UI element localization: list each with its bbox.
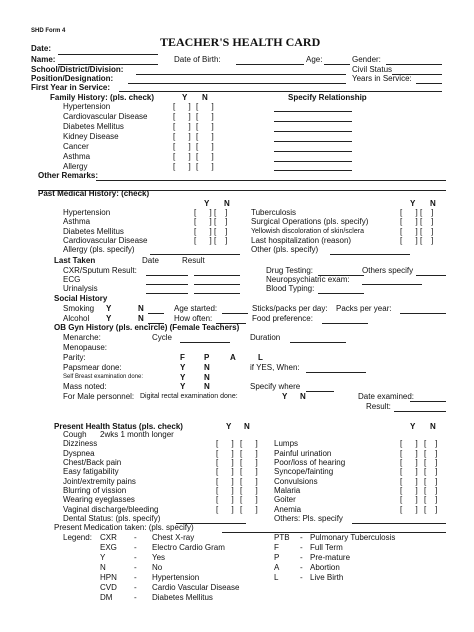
symptom-checkbox-y[interactable]: [ ]	[400, 505, 418, 514]
breast-exam-y[interactable]: Y	[180, 373, 186, 382]
cycle-line[interactable]	[180, 342, 230, 343]
food-pref-label: Food preference:	[252, 314, 313, 323]
symptom-checkbox-n[interactable]: [ ]	[240, 486, 258, 495]
legend-meaning: Pulmonary Tuberculosis	[310, 533, 396, 542]
mass-noted-label: Mass noted:	[63, 382, 107, 391]
symptom-item: Joint/extremity pains	[63, 477, 136, 486]
years-label: Years in Service:	[352, 74, 412, 83]
legend-abbr: N	[100, 563, 106, 572]
symptom-item-right: Syncope/fainting	[274, 467, 334, 476]
first-year-line[interactable]	[119, 91, 442, 92]
legend-dash: -	[134, 563, 137, 572]
pmh-other: Other (pls. specify)	[251, 245, 319, 254]
menopause-label: Menopause:	[63, 343, 108, 352]
pmh-title: Past Medical History: (check)	[38, 189, 150, 198]
years-line[interactable]	[416, 83, 442, 84]
packs-label: Packs per year:	[336, 304, 392, 313]
legend-dash: -	[134, 533, 137, 542]
legend-dash: -	[300, 533, 303, 542]
legend-dash: -	[300, 553, 303, 562]
symptom-item-right: Painful urination	[274, 449, 332, 458]
legend-meaning: Full Term	[310, 543, 343, 552]
lab-item: Urinalysis	[63, 284, 98, 293]
family-item: Asthma	[63, 152, 91, 161]
smoking-line[interactable]	[148, 313, 164, 314]
legend-abbr: CVD	[100, 583, 117, 592]
symptom-checkbox-n[interactable]: [ ]	[424, 467, 438, 476]
symptom-checkbox-y[interactable]: [ ]	[216, 495, 234, 504]
school-line[interactable]	[136, 74, 346, 75]
pmh-item-right: Tuberculosis	[251, 208, 297, 217]
symptom-checkbox-n[interactable]: [ ]	[424, 458, 438, 467]
family-y-header: Y	[182, 93, 188, 102]
gender-label: Gender:	[352, 55, 381, 64]
lab-date-line[interactable]	[146, 293, 188, 294]
relationship-line[interactable]	[274, 170, 352, 171]
food-pref-line[interactable]	[322, 323, 368, 324]
neuro-exam-line[interactable]	[362, 284, 422, 285]
parity-a[interactable]: A	[230, 353, 236, 362]
legend-meaning: Yes	[152, 553, 166, 562]
lab-item: ECG	[63, 275, 81, 284]
dre-label: Digital rectal examination done:	[140, 393, 238, 400]
parity-p[interactable]: P	[204, 353, 210, 362]
relationship-line[interactable]	[274, 141, 352, 142]
symptom-checkbox-y[interactable]: [ ]	[216, 449, 234, 458]
legend-abbr: HPN	[100, 573, 117, 582]
cough-label: Cough	[63, 430, 87, 439]
page-title: TEACHER'S HEALTH CARD	[160, 35, 321, 49]
symptom-checkbox-n[interactable]: [ ]	[424, 449, 438, 458]
alcohol-label: Alcohol	[63, 314, 90, 323]
family-checkbox-y[interactable]: [ ]	[173, 102, 191, 111]
others-specify-label: Others specify	[362, 266, 414, 275]
present-y-header-right: Y	[410, 422, 416, 431]
pmh-allergy-line[interactable]	[150, 254, 240, 255]
legend-abbr: Y	[100, 553, 106, 562]
symptom-checkbox-n[interactable]: [ ]	[424, 495, 438, 504]
lab-result-line[interactable]	[194, 293, 240, 294]
age-label: Age:	[306, 55, 323, 64]
symptom-checkbox-n[interactable]: [ ]	[240, 439, 258, 448]
pmh-checkbox-n[interactable]: [ ]	[214, 227, 228, 236]
symptom-checkbox-n[interactable]: [ ]	[424, 505, 438, 514]
dre-result-label: Result:	[366, 402, 391, 411]
labs-result-header: Result	[182, 256, 205, 265]
symptom-checkbox-y[interactable]: [ ]	[400, 458, 418, 467]
pmh-item: Cardiovascular Disease	[63, 236, 148, 245]
papsmear-y[interactable]: Y	[180, 363, 186, 372]
pmh-item-right: Yellowish discoloration of skin/sclera	[251, 228, 364, 235]
family-checkbox-n[interactable]: [ ]	[196, 112, 214, 121]
relationship-line[interactable]	[274, 131, 352, 132]
other-remarks-label: Other Remarks:	[38, 171, 99, 180]
alcohol-n[interactable]: N	[138, 314, 144, 323]
family-checkbox-y[interactable]: [ ]	[173, 152, 191, 161]
symptom-checkbox-n[interactable]: [ ]	[424, 486, 438, 495]
menarche-label: Menarche:	[63, 333, 101, 342]
family-checkbox-n[interactable]: [ ]	[196, 122, 214, 131]
pmh-checkbox-n[interactable]: [ ]	[420, 227, 434, 236]
smoking-n[interactable]: N	[138, 304, 144, 313]
symptom-item: Dizziness	[63, 439, 98, 448]
relationship-line[interactable]	[274, 121, 352, 122]
smoking-y[interactable]: Y	[106, 304, 112, 313]
lab-date-line[interactable]	[146, 275, 188, 276]
family-checkbox-y[interactable]: [ ]	[173, 112, 191, 121]
symptom-checkbox-y[interactable]: [ ]	[400, 467, 418, 476]
lab-item: CXR/Sputum Result:	[63, 266, 137, 275]
symptom-checkbox-n[interactable]: [ ]	[240, 449, 258, 458]
parity-l[interactable]: L	[258, 353, 263, 362]
legend-meaning: Chest X-ray	[152, 533, 195, 542]
symptom-checkbox-y[interactable]: [ ]	[400, 439, 418, 448]
family-checkbox-n[interactable]: [ ]	[196, 132, 214, 141]
papsmear-label: Papsmear done:	[63, 363, 122, 372]
papsmear-n[interactable]: N	[204, 363, 210, 372]
if-yes-line[interactable]	[306, 372, 366, 373]
legend-abbr: PTB	[274, 533, 290, 542]
symptom-item-right: Goiter	[274, 495, 296, 504]
specify-where-line[interactable]	[306, 391, 334, 392]
symptom-checkbox-y[interactable]: [ ]	[400, 495, 418, 504]
symptom-checkbox-n[interactable]: [ ]	[240, 477, 258, 486]
family-checkbox-n[interactable]: [ ]	[196, 142, 214, 151]
symptom-item: Vaginal discharge/bleeding	[63, 505, 159, 514]
symptom-checkbox-y[interactable]: [ ]	[400, 449, 418, 458]
last-taken-title: Last Taken	[54, 256, 96, 265]
civil-status-label: Civil Status	[352, 65, 393, 74]
sticks-label: Sticks/packs per day:	[252, 304, 328, 313]
relationship-line[interactable]	[274, 151, 352, 152]
dob-label: Date of Birth:	[174, 55, 221, 64]
symptom-checkbox-n[interactable]: [ ]	[240, 495, 258, 504]
legend-dash: -	[134, 593, 137, 602]
family-checkbox-n[interactable]: [ ]	[196, 162, 214, 171]
duration-line[interactable]	[290, 342, 346, 343]
legend-abbr: L	[274, 573, 279, 582]
other-remarks-line[interactable]	[96, 180, 446, 181]
family-item: Cancer	[63, 142, 89, 151]
pmh-n-header-right: N	[430, 199, 436, 208]
packs-line[interactable]	[400, 313, 446, 314]
social-history-title: Social History	[54, 294, 108, 303]
family-checkbox-n[interactable]: [ ]	[196, 102, 214, 111]
legend-meaning: Cardio Vascular Disease	[152, 583, 240, 592]
relationship-line[interactable]	[274, 111, 352, 112]
legend-meaning: Diabetes Mellitus	[152, 593, 213, 602]
family-n-header: N	[202, 93, 208, 102]
symptom-checkbox-y[interactable]: [ ]	[216, 505, 234, 514]
pmh-n-header: N	[224, 199, 230, 208]
pmh-item: Diabetes Mellitus	[63, 227, 124, 236]
date-examined-line[interactable]	[410, 401, 446, 402]
duration-label: Duration	[250, 333, 281, 342]
pmh-checkbox-n[interactable]: [ ]	[214, 236, 228, 245]
symptom-checkbox-y[interactable]: [ ]	[216, 477, 234, 486]
family-item: Cardiovascular Disease	[63, 112, 148, 121]
legend-dash: -	[134, 543, 137, 552]
symptom-item-right: Malaria	[274, 486, 301, 495]
family-checkbox-y[interactable]: [ ]	[173, 142, 191, 151]
symptom-checkbox-y[interactable]: [ ]	[216, 439, 234, 448]
dental-status-label: Dental Status: (pls. specify)	[63, 514, 161, 523]
drug-testing-label: Drug Testing:	[266, 266, 313, 275]
pmh-other-line[interactable]	[330, 254, 410, 255]
relationship-line[interactable]	[274, 161, 352, 162]
medication-label: Present Medication taken: (pls. specify)	[54, 523, 194, 532]
alcohol-y[interactable]: Y	[106, 314, 112, 323]
family-item: Kidney Disease	[63, 132, 119, 141]
symptom-checkbox-n[interactable]: [ ]	[424, 439, 438, 448]
legend-abbr: A	[274, 563, 280, 572]
pmh-checkbox-y[interactable]: [ ]	[400, 227, 418, 236]
family-checkbox-y[interactable]: [ ]	[173, 162, 191, 171]
pmh-checkbox-y[interactable]: [ ]	[194, 208, 212, 217]
symptom-checkbox-y[interactable]: [ ]	[216, 458, 234, 467]
pmh-checkbox-n[interactable]: [ ]	[420, 217, 434, 226]
symptom-item-right: Convulsions	[274, 477, 318, 486]
symptom-checkbox-n[interactable]: [ ]	[240, 505, 258, 514]
cycle-label: Cycle	[152, 333, 173, 342]
lab-result-line[interactable]	[194, 275, 240, 276]
pmh-checkbox-y[interactable]: [ ]	[400, 217, 418, 226]
blood-typing-label: Blood Typing:	[266, 284, 315, 293]
symptom-checkbox-y[interactable]: [ ]	[400, 486, 418, 495]
family-checkbox-y[interactable]: [ ]	[173, 132, 191, 141]
lab-date-line[interactable]	[146, 284, 188, 285]
dre-result-line[interactable]	[394, 411, 446, 412]
pmh-checkbox-y[interactable]: [ ]	[400, 236, 418, 245]
legend-dash: -	[134, 573, 137, 582]
position-line[interactable]	[128, 83, 346, 84]
pmh-item: Hypertension	[63, 208, 111, 217]
dre-n[interactable]: N	[300, 392, 306, 401]
legend-dash: -	[134, 553, 137, 562]
relationship-header: Specify Relationship	[288, 93, 367, 102]
legend-meaning: Electro Cardio Gram	[152, 543, 225, 552]
family-checkbox-n[interactable]: [ ]	[196, 152, 214, 161]
family-item: Diabetes Mellitus	[63, 122, 124, 131]
school-label: School/District/Division:	[31, 65, 124, 74]
family-history-title: Family History: (pls. check)	[50, 93, 155, 102]
symptom-checkbox-y[interactable]: [ ]	[400, 477, 418, 486]
symptom-item: Chest/Back pain	[63, 458, 122, 467]
pmh-y-header-right: Y	[410, 199, 416, 208]
symptom-item-right: Lumps	[274, 439, 299, 448]
pmh-y-header: Y	[204, 199, 210, 208]
pmh-checkbox-n[interactable]: [ ]	[420, 236, 434, 245]
cough-options[interactable]: 2wks 1 month longer	[100, 430, 174, 439]
legend-abbr: P	[274, 553, 280, 562]
symptom-item: Wearing eyeglasses	[63, 495, 135, 504]
first-year-label: First Year in Service:	[31, 83, 111, 92]
symptom-item: Easy fatigability	[63, 467, 119, 476]
legend-meaning: Live Birth	[310, 573, 344, 582]
smoking-label: Smoking	[63, 304, 95, 313]
symptom-item-right: Anemia	[274, 505, 302, 514]
legend-dash: -	[300, 573, 303, 582]
legend-meaning: No	[152, 563, 163, 572]
if-yes-label: if YES, When:	[250, 363, 300, 372]
legend-abbr: CXR	[100, 533, 117, 542]
symptom-checkbox-y[interactable]: [ ]	[216, 486, 234, 495]
form-number: SHD Form 4	[31, 28, 66, 34]
gender-line[interactable]	[386, 64, 442, 65]
present-n-header-right: N	[430, 422, 436, 431]
legend-title: Legend:	[63, 533, 92, 542]
blood-typing-line[interactable]	[318, 293, 364, 294]
legend-dash: -	[134, 583, 137, 592]
pmh-item-right: Last hospitalization (reason)	[251, 236, 352, 245]
mass-noted-n[interactable]: N	[204, 382, 210, 391]
symptom-checkbox-n[interactable]: [ ]	[240, 467, 258, 476]
pmh-item-right: Surgical Operations (pls. specify)	[251, 217, 369, 226]
how-often-label: How often:	[174, 314, 213, 323]
legend-meaning: Abortion	[310, 563, 340, 572]
present-y-header: Y	[226, 422, 232, 431]
symptom-item-right: Poor/loss of hearing	[274, 458, 346, 467]
present-n-header: N	[244, 422, 250, 431]
specify-where-label: Specify where	[250, 382, 301, 391]
legend-dash: -	[300, 543, 303, 552]
others-specify-label: Others: Pls. specify	[274, 514, 343, 523]
labs-date-header: Date	[142, 256, 159, 265]
parity-f[interactable]: F	[180, 353, 185, 362]
others-specify-line[interactable]	[416, 275, 446, 276]
symptom-item: Blurring of vission	[63, 486, 127, 495]
pmh-checkbox-y[interactable]: [ ]	[194, 227, 212, 236]
age-started-line[interactable]	[222, 313, 248, 314]
male-personnel-label: For Male personnel:	[63, 392, 135, 401]
pmh-checkbox-n[interactable]: [ ]	[420, 208, 434, 217]
symptom-checkbox-n[interactable]: [ ]	[424, 477, 438, 486]
pmh-checkbox-n[interactable]: [ ]	[214, 208, 228, 217]
ob-gyn-title: OB Gyn History (pls. encircle) (Female Teachers)	[54, 323, 240, 332]
mass-noted-y[interactable]: Y	[180, 382, 186, 391]
legend-abbr: EXG	[100, 543, 117, 552]
pmh-checkbox-y[interactable]: [ ]	[194, 217, 212, 226]
legend-dash: -	[300, 563, 303, 572]
pmh-checkbox-n[interactable]: [ ]	[214, 217, 228, 226]
age-started-label: Age started:	[174, 304, 218, 313]
symptom-checkbox-n[interactable]: [ ]	[240, 458, 258, 467]
breast-exam-n[interactable]: N	[204, 373, 210, 382]
date-examined-label: Date examined:	[358, 392, 415, 401]
family-checkbox-y[interactable]: [ ]	[173, 122, 191, 131]
age-line[interactable]	[324, 64, 350, 65]
legend-meaning: Hypertension	[152, 573, 200, 582]
dob-line[interactable]	[236, 64, 304, 65]
legend-abbr: DM	[100, 593, 113, 602]
parity-label: Parity:	[63, 353, 86, 362]
symptom-checkbox-y[interactable]: [ ]	[216, 467, 234, 476]
others-specify-line[interactable]	[352, 523, 446, 524]
position-label: Position/Designation:	[31, 74, 114, 83]
name-label: Name:	[31, 55, 56, 64]
pmh-checkbox-y[interactable]: [ ]	[400, 208, 418, 217]
pmh-checkbox-y[interactable]: [ ]	[194, 236, 212, 245]
present-health-title: Present Health Status (pls. check)	[54, 422, 183, 431]
neuro-exam-label: Neuropsychiatric exam:	[266, 275, 350, 284]
legend-meaning: Pre-mature	[310, 553, 351, 562]
legend-abbr: F	[274, 543, 279, 552]
date-label: Date:	[31, 44, 52, 53]
family-item: Hypertension	[63, 102, 111, 111]
breast-exam-label: Self Breast examination done:	[63, 374, 144, 380]
dre-y[interactable]: Y	[282, 392, 288, 401]
family-item: Allergy	[63, 162, 88, 171]
lab-result-line[interactable]	[194, 284, 240, 285]
date-line[interactable]	[58, 54, 158, 55]
pmh-item: Asthma	[63, 217, 91, 226]
pmh-allergy: Allergy (pls. specify)	[63, 245, 135, 254]
symptom-item: Dyspnea	[63, 449, 95, 458]
